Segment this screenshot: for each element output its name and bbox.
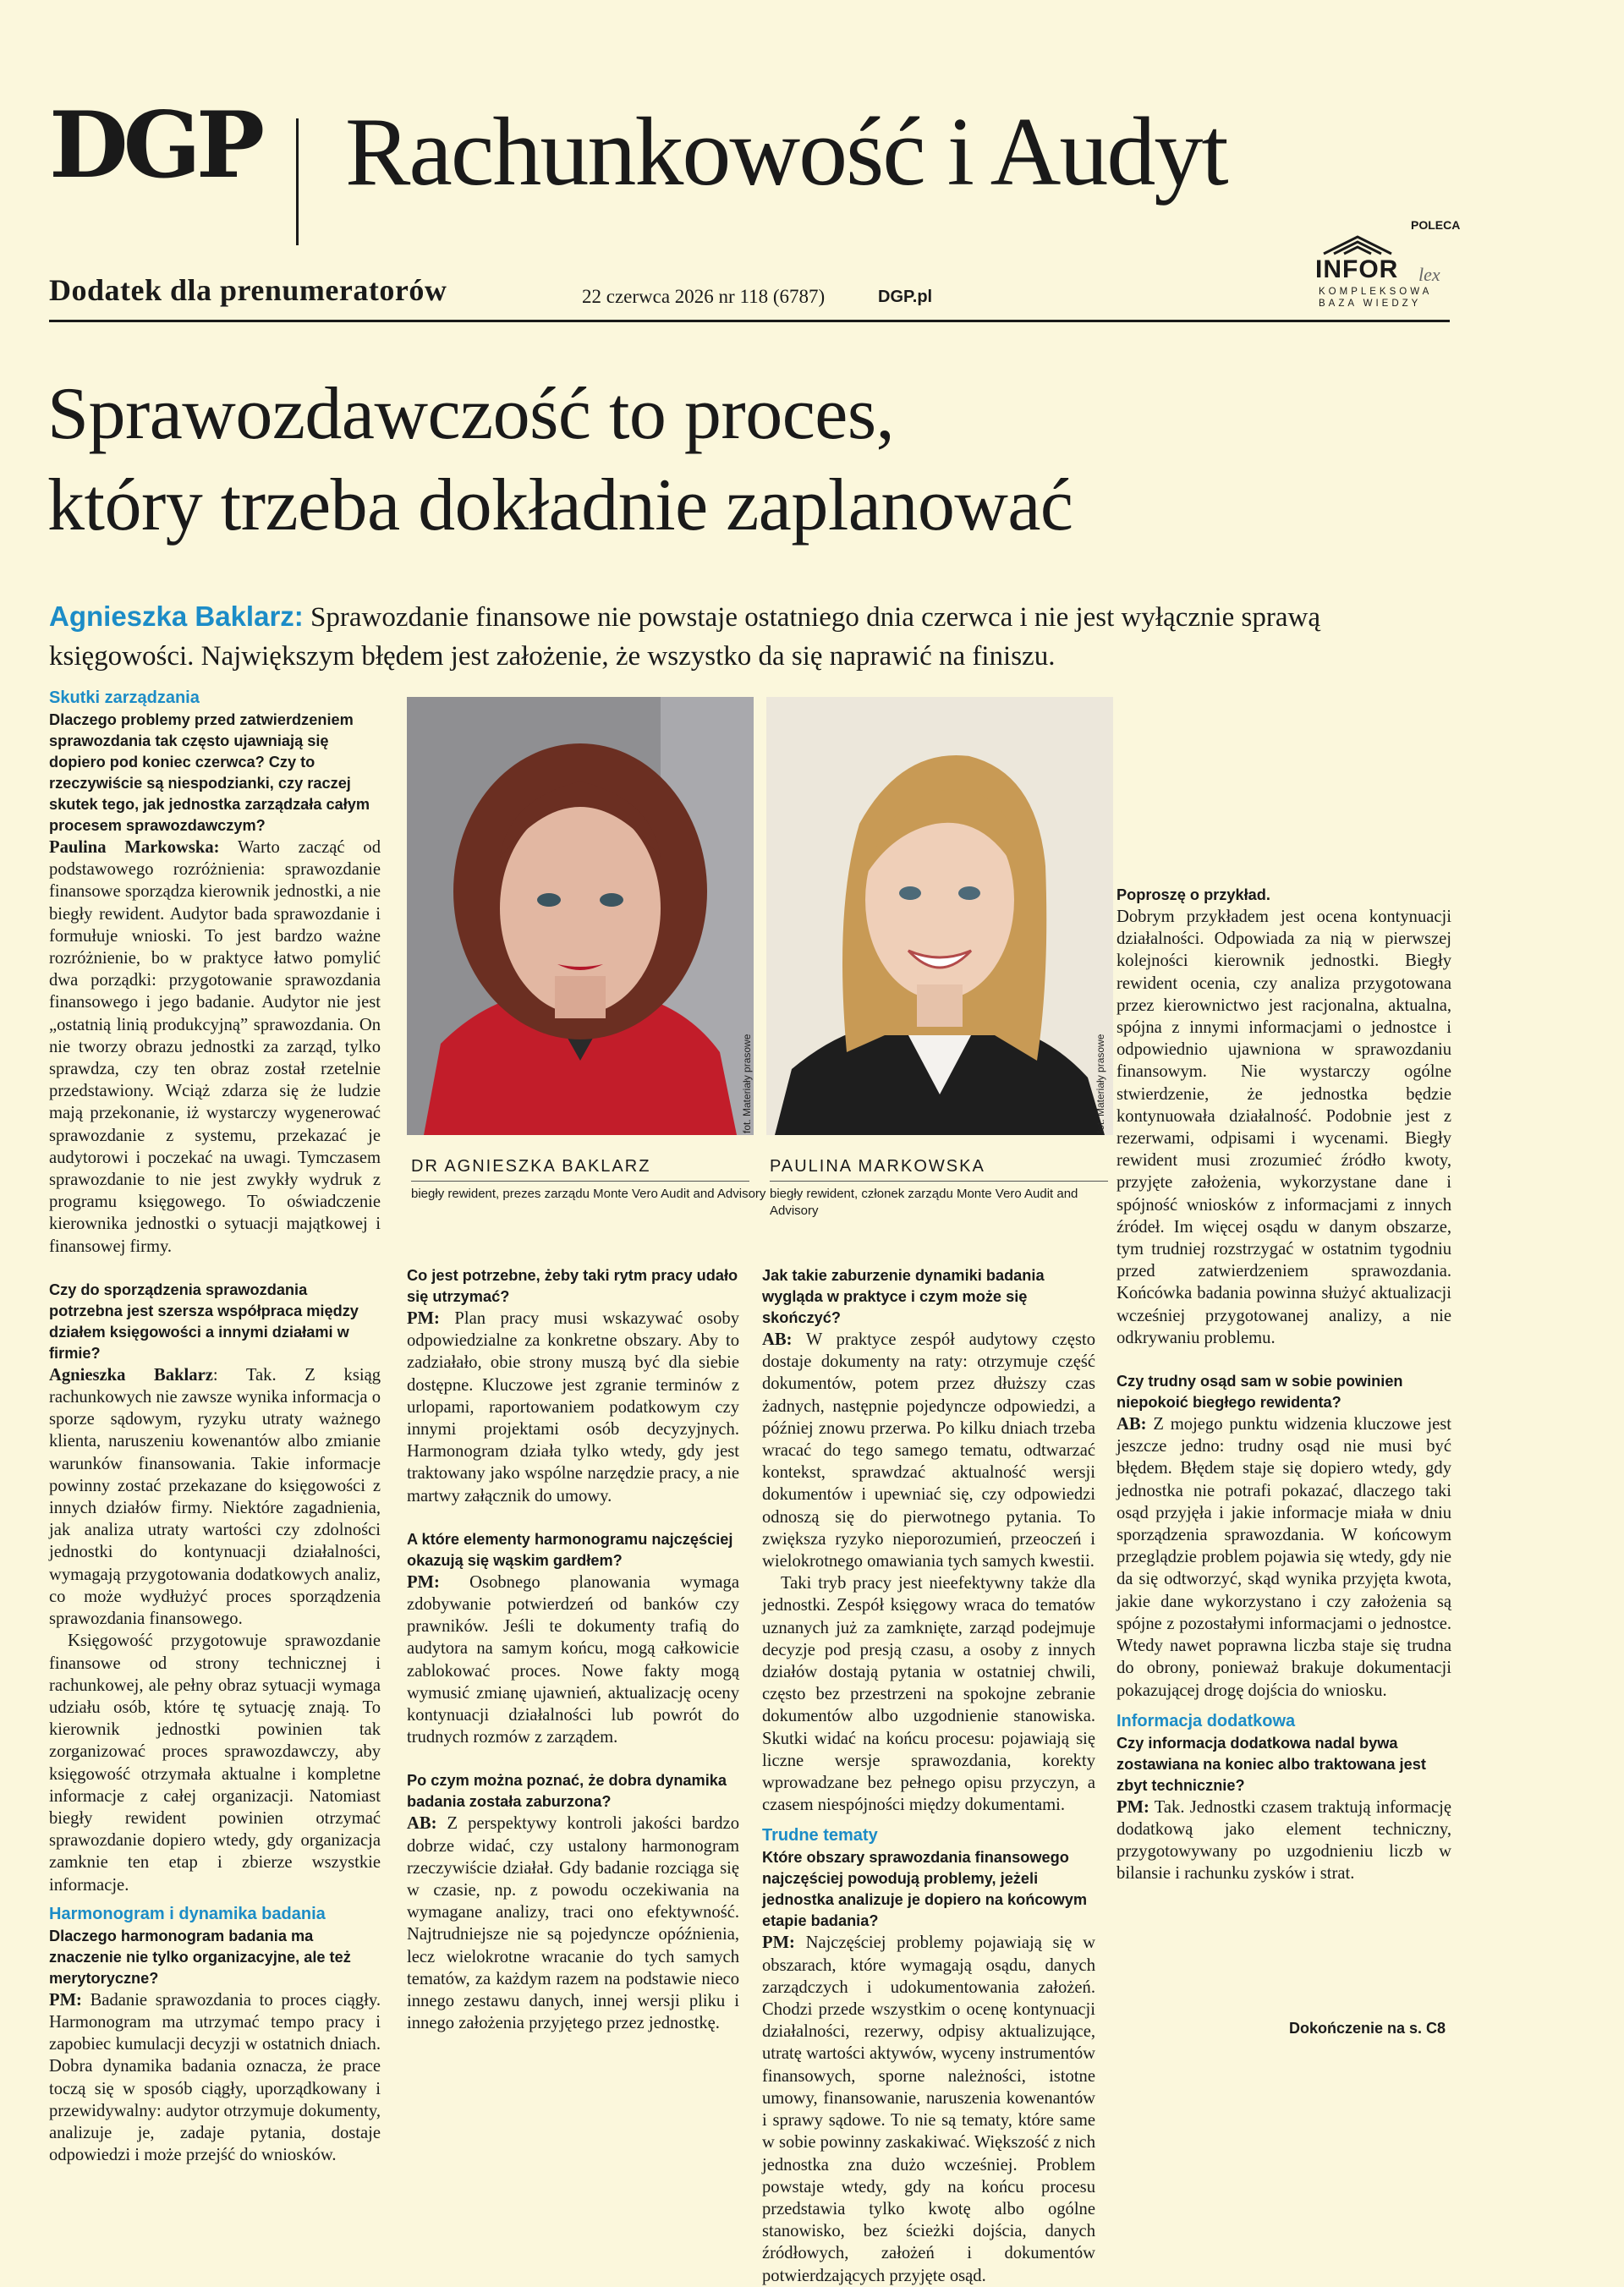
question: Co jest potrzebne, żeby taki rytm pracy udało się utrzymać? xyxy=(407,1267,738,1305)
answer xyxy=(407,1813,739,2034)
speaker: PM: xyxy=(407,1572,440,1592)
speaker: Agnieszka Baklarz xyxy=(49,1365,213,1385)
portrait-agnieszka-baklarz xyxy=(407,697,754,1135)
column-1 xyxy=(49,687,381,2166)
question: Jak takie zaburzenie dynamiki badania wygląda w praktyce i czym może się skończyć? xyxy=(762,1267,1045,1326)
question: Czy do sporządzenia sprawozdania potrzebna jest szersza współpraca między działem księgowości a innymi działami w firmie? xyxy=(49,1281,359,1362)
column-3 xyxy=(762,1243,1095,2287)
answer-text: Badanie sprawozdania to proces ciągły. Harmonogram ma utrzymać tempo pracy i zapobiec kumulacji decyzji w ostatnich dniach. Dobra dynamika badania oznacza, że prace toczą się w sposób ciągły, uporządkowany i przewidywalny: audytor otrzymuje dokumenty, analizuje je, zadaje pytania, dostaje odpowiedzi i może przejść do wniosków. xyxy=(49,1990,381,2165)
question: Czy informacja dodatkowa nadal bywa zostawiana na koniec albo traktowana jest zbyt technicznie? xyxy=(1116,1734,1426,1794)
article-headline xyxy=(47,369,1468,551)
speaker: Paulina Markowska: xyxy=(49,838,220,857)
photo-credit: fot. Materiały prasowe xyxy=(1095,1034,1106,1133)
supplement-label: Dodatek dla prenumeratorów xyxy=(49,273,447,307)
caption-rule xyxy=(411,1181,749,1182)
infor-wing-icon xyxy=(1315,232,1400,255)
answer-text: Z mojego punktu widzenia kluczowe jest jeszcze jedno: trudny osąd nie musi być błędem. Błędem staje się dopiero wtedy, gdy jednostka nie potrafi pokazać, dlaczego taki osąd przyjęła i jakie informacje miała w dniu sporządzenia sprawozdania. W końcowym przeglądzie problem pojawia się wtedy, gdy nie da się odtworzyć, skąd wynika przyjęta kwota, jakie dane wykorzystano i czy założenia są spójne z pozostałymi informacjami o jednostce. Wtedy nawet poprawna liczba staje się trudna do obrony, ponieważ brakuje dokumentacji pokazującej drogę dojścia do wniosku. xyxy=(1116,1415,1451,1700)
subheading: Trudne tematy xyxy=(762,1826,878,1846)
answer xyxy=(49,836,381,1258)
portrait-paulina-markowska xyxy=(766,697,1113,1135)
question: A które elementy harmonogramu najczęściej okazują się wąskim gardłem? xyxy=(407,1530,733,1569)
infor-tagline: KOMPLEKSOWA BAZA WIEDZY xyxy=(1319,287,1432,309)
infor-lex-suffix: lex xyxy=(1418,264,1440,285)
answer-text: Osobnego planowania wymaga zdobywanie potwierdzeń od banków czy prawników. Jeśli te dokumenty trafią do audytora na samym końcu, mogą całkowicie zablokować proces. Nowe fakty mogą wymusić zmianę ujawnień, aktualizację oceny kontynuacji działalności lub powrót do trudnych rozmów z zarządem. xyxy=(407,1572,739,1747)
answer xyxy=(1116,1796,1451,1885)
speaker: PM: xyxy=(407,1309,440,1328)
continuation-note[interactable]: Dokończenie na s. C8 xyxy=(1289,2020,1446,2037)
caption-rule xyxy=(770,1181,1108,1182)
photo-caption-name: PAULINA MARKOWSKA xyxy=(770,1157,985,1176)
photo-caption-desc: biegły rewident, członek zarządu Monte Vero Audit and Advisory xyxy=(770,1187,1078,1218)
infor-lex-logo[interactable] xyxy=(1315,232,1455,325)
paragraph: Księgowość przygotowuje sprawozdanie finansowe od strony technicznej i rachunkowej, ale pełny obraz sytuacji wymaga udziału osób, które tę sytuację znają. To kierownik jednostki powinien tak zorganizować proces sprawozdawczy, aby księgowość otrzymała aktualne i kompletne informacje z całej organizacji. Natomiast biegły rewident powinien otrzymać sprawozdanie dopiero wtedy, gdy organizacja zamknie ten etap i zbierze wszystkie informacje. xyxy=(49,1632,381,1895)
answer: Dobrym przykładem jest ocena kontynuacji działalności. Odpowiada za nią w pierwszej kolejności kierownik jednostki. Biegły rewident ocenia, czy analiza przygotowana przez kierownictwo jest racjonalna, aktualna, spójna z innymi informacjami o jednostce i odpowiednio ujawniona w sprawozdaniu finansowym. Nie wystarczy ogólne stwierdzenie, że jednostka będzie kontynuowała działalność. Podobnie jest z rezerwami, odpisami i wycenami. Biegły rewident musi zrozumieć źródło kwoty, przyjęte założenia, wykorzystane dane i spójność wniosków z informacjami z innych źródeł. Im więcej osądu w danym obszarze, tym trudniej rozstrzygać w ostatnim tygodniu przed zatwierdzeniem sprawozdania. Końcówka badania powinna służyć aktualizacji wcześniej przygotowanej analizy, a nie odkrywaniu problemu. xyxy=(1116,908,1451,1347)
answer xyxy=(1116,1413,1451,1702)
answer xyxy=(49,1989,381,2167)
article-lead xyxy=(49,597,1453,676)
speaker: PM: xyxy=(762,1933,795,1953)
speaker: AB: xyxy=(1116,1415,1147,1434)
site-link[interactable]: DGP.pl xyxy=(878,288,933,306)
answer xyxy=(49,1364,381,1630)
question: Czy trudny osąd sam w sobie powinien niepokoić biegłego rewidenta? xyxy=(1116,1373,1403,1412)
question: Poproszę o przykład. xyxy=(1116,886,1270,903)
masthead-rule xyxy=(49,320,1450,322)
question: Dlaczego problemy przed zatwierdzeniem sprawozdania tak często ujawniają się dopiero pod koniec czerwca? Czy to rzeczywiście są niespodzianki, czy raczej skutek tego, jak jednostka zarządzała całym procesem sprawozdawczym? xyxy=(49,711,370,834)
column-2 xyxy=(407,1243,739,2034)
answer-text: Tak. Jednostki czasem traktują informację dodatkową jako element techniczny, przygotowywany po uzgodnieniu liczb w bilansie i rachunku zysków i strat. xyxy=(1116,1797,1451,1884)
photo-credit: fot. Materiały prasowe xyxy=(741,1034,753,1133)
masthead-separator xyxy=(296,118,299,245)
answer-text: Najczęściej problemy pojawiają się w obszarach, które wymagają osądu, danych zarządczych i udokumentowania założeń. Chodzi przede wszystkim o ocenę kontynuacji działalności, rezerwy, odpisy aktualizujące, utratę wartości aktywów, wyceny instrumentów finansowych, sporne należności, istotne umowy, finansowanie, naruszenia kowenantów i sprawy sądowe. To nie są tematy, które same w sobie powinny zaskakiwać. Większość z nich jednostka zna dużo wcześniej. Problem powstaje wtedy, gdy na końcu procesu przedstawia tylko kwotę albo ogólne stanowisko, bez ścieżki dojścia, danych źródłowych, założeń i dokumentów potwierdzających przyjęte osąd. xyxy=(762,1933,1095,2285)
portrait-illustration xyxy=(407,697,754,1135)
answer xyxy=(762,1329,1095,1572)
photo-caption-desc: biegły rewident, prezes zarządu Monte Vero Audit and Advisory xyxy=(411,1187,766,1201)
answer-text: Plan pracy musi wskazywać osoby odpowiedzialne za konkretne obszary. Aby to zadziałało, obie strony muszą być dla siebie dostępne. Kluczowe jest zgranie terminów z urlopami, raportowaniem podatkowym czy innymi projektami osób decyzyjnych. Harmonogram działa tylko wtedy, gdy jest traktowany jako wspólne narzędzie pracy, a nie martwy załącznik do umowy. xyxy=(407,1309,739,1505)
answer-text: Warto zacząć od podstawowego rozróżnienia: sprawozdanie finansowe sporządza kierownik jednostki, a nie biegły rewident. Audytor bada sprawozdanie i formułuje wnioski. To jest bardzo ważne rozróżnienie, bo w praktyce łatwo pomylić dwa porządki: przygotowanie sprawozdania finansowego i jego badanie. Audytor nie jest „ostatnią linią produkcyjną” sprawozdania. On nie tworzy obrazu jednostki za zarząd, tylko sprawdza, czy ten obraz został rzetelnie przedstawiony. Wciąż zdarza się że ludzie mają przekonanie, iż wystarczy wygenerować sprawozdanie z systemu, przekazać je audytorowi i poczekać na uwagi. Tymczasem sprawozdanie to nie jest zwykły wydruk z programu księgowego. To oświadczenie kierownika jednostki o sytuacji majątkowej i finansowej firmy. xyxy=(49,838,381,1256)
subheading: Harmonogram i dynamika badania xyxy=(49,1904,326,1923)
subheading: Skutki zarządzania xyxy=(49,688,200,707)
issue-date: 22 czerwca 2026 nr 118 (6787) xyxy=(582,286,826,307)
lead-speaker: Agnieszka Baklarz: xyxy=(49,601,304,632)
speaker: PM: xyxy=(49,1990,82,2010)
subheading: Informacja dodatkowa xyxy=(1116,1711,1296,1730)
answer xyxy=(407,1308,739,1507)
answer xyxy=(407,1571,739,1749)
answer-text: : Tak. Z ksiąg rachunkowych nie zawsze wynika informacja o sporze sądowym, ryzyku utraty ważnego klienta, naruszeniu kowenantów albo zmianie warunków finansowania. Takie informacje powinny zostać przekazane do księgowości z innych działów firmy. Niektóre zagadnienia, jak analiza utraty wartości czy zdolności jednostki do kontynuacji działalności, wymagają przygotowania dodatkowych analiz, co może wydłużyć proces sporządzenia sprawozdania finansowego. xyxy=(49,1365,381,1629)
section-title: Rachunkowość i Audyt xyxy=(345,98,1227,206)
infor-name: INFOR xyxy=(1315,255,1399,283)
brand-logo: DGP xyxy=(49,92,261,199)
question: Które obszary sprawozdania finansowego najczęściej powodują problemy, jeżeli jednostka analizuje je dopiero na końcowym etapie badania? xyxy=(762,1849,1088,1930)
speaker: PM: xyxy=(1116,1797,1149,1817)
answer-text: W praktyce zespół audytowy często dostaje dokumenty na raty: otrzymuje część dokumentów, potem przez dłuższy czas żadnych, następnie pojedyncze odpowiedzi, a później znowu przerwa. Po kilku dniach trzeba wracać do tego samego tematu, odtwarzać kontekst, sprawdzać aktualność wersji dokumentów i upewniać się, czy odpowiedzi odnoszą się do pierwotnego pytania. To zwiększa ryzyko nieporozumień, przeoczeń i wielokrotnego omawiania tych samych kwestii. xyxy=(762,1330,1095,1571)
question: Dlaczego harmonogram badania ma znaczenie nie tylko organizacyjne, ale też merytoryczne? xyxy=(49,1927,351,1987)
headline-line-1: Sprawozdawczość to proces, xyxy=(47,373,895,455)
speaker: AB: xyxy=(407,1814,437,1834)
partner-recommends-label: POLECA xyxy=(1411,218,1461,232)
question: Po czym można poznać, że dobra dynamika badania została zaburzona? xyxy=(407,1772,727,1811)
answer xyxy=(762,1932,1095,2286)
speaker: AB: xyxy=(762,1330,793,1349)
photo-caption-name: DR AGNIESZKA BAKLARZ xyxy=(411,1157,651,1176)
paragraph: Taki tryb pracy jest nieefektywny także dla jednostki. Zespół księgowy wraca do tematów uznanych już za zamknięte, zarząd podejmuje decyzje pod presją czasu, a osoby z innych działów dostają pytania w ostatniej chwili, często bez przestrzeni na spokojne zebranie dokumentów albo uzgodnienie stanowiska. Skutki widać na końcu procesu: pojawiają się liczne wersje sprawozdania, korekty wprowadzane bez pełnego opisu przyczyn, a czasem niespójności między dokumentami. xyxy=(762,1574,1095,1815)
column-4 xyxy=(1116,687,1451,1885)
answer-text: Z perspektywy kontroli jakości bardzo dobrze widać, czy ustalony harmonogram rzeczywiście działał. Gdy badanie rozciąga się w czasie, np. z powodu oczekiwania na wymagane analizy, traci ono efektywność. Najtrudniejsze nie są pojedyncze opóźnienia, lecz wielokrotne wracanie do tych samych tematów, za każdym razem na podstawie nieco innego zestawu danych, innej wersji pliku i innego założenia przyjętego przez jednostkę. xyxy=(407,1814,739,2033)
headline-line-2: który trzeba dokładnie zaplanować xyxy=(47,464,1073,546)
portrait-illustration xyxy=(766,697,1113,1135)
lead-text: Sprawozdanie finansowe nie powstaje ostatniego dnia czerwca i nie jest wyłącznie sprawą księgowości. Największym błędem jest założenie, że wszystko da się naprawić na finiszu. xyxy=(49,602,1321,672)
